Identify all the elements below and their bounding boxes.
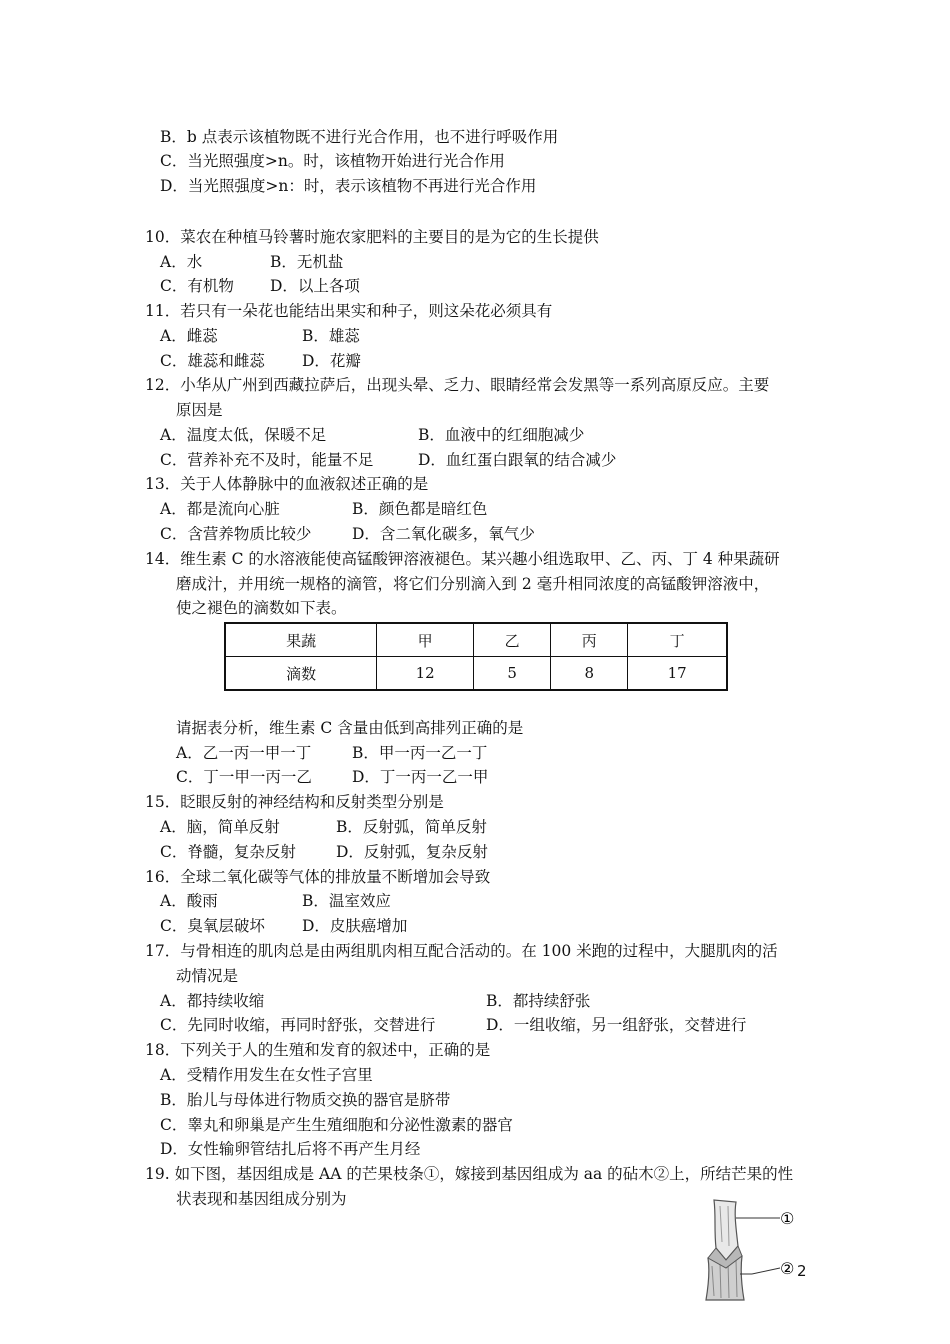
q17-stem-2: 动情况是 (176, 967, 239, 985)
q14-option-c: C．丁一甲一丙一乙 (176, 768, 312, 786)
q14-stem-1: 14．维生素 C 的水溶液能使高锰酸钾溶液褪色。某兴趣小组选取甲、乙、丙、丁 4 种果蔬研 (145, 550, 780, 568)
q10-option-d: D．以上各项 (270, 277, 360, 295)
q13-option-a: A．都是流向心脏 (160, 500, 280, 518)
table-header-cell: 丁 (628, 623, 727, 657)
q11-option-b: B．雄蕊 (302, 327, 360, 345)
q12-stem-2: 原因是 (176, 401, 223, 419)
q13-stem: 13．关于人体静脉中的血液叙述正确的是 (145, 475, 429, 493)
q16-option-b: B．温室效应 (302, 892, 391, 910)
table-header-cell: 甲 (377, 623, 474, 657)
q9-option-d: D．当光照强度>n：时，表示该植物不再进行光合作用 (160, 177, 537, 195)
q13-option-b: B．颜色都是暗红色 (352, 500, 488, 518)
q18-option-a: A．受精作用发生在女性子宫里 (160, 1066, 373, 1084)
q16-option-d: D．皮肤癌增加 (302, 917, 408, 935)
q16-option-c: C．臭氧层破坏 (160, 917, 265, 935)
table-header-cell: 果蔬 (225, 623, 377, 657)
q17-option-b: B．都持续舒张 (486, 992, 591, 1010)
q17-stem-1: 17．与骨相连的肌肉总是由两组肌肉相互配合活动的。在 100 米跑的过程中，大腿肌肉的活 (145, 942, 778, 960)
q12-option-b: B．血液中的红细胞减少 (418, 426, 585, 444)
q15-stem: 15．眨眼反射的神经结构和反射类型分别是 (145, 793, 444, 811)
table-header-cell: 乙 (474, 623, 551, 657)
q16-stem: 16．全球二氧化碳等气体的排放量不断增加会导致 (145, 868, 491, 886)
q17-option-d: D．一组收缩，另一组舒张，交替进行 (486, 1016, 747, 1034)
q13-option-d: D．含二氧化碳多，氧气少 (352, 525, 535, 543)
q11-option-c: C．雄蕊和雌蕊 (160, 352, 265, 370)
q10-option-c: C．有机物 (160, 277, 234, 295)
q11-option-a: A．雌蕊 (160, 327, 218, 345)
q14-option-d: D．丁一丙一乙一甲 (352, 768, 489, 786)
q13-option-c: C．含营养物质比较少 (160, 525, 312, 543)
q15-option-b: B．反射弧，简单反射 (336, 818, 487, 836)
drop-count-table (224, 622, 728, 691)
grafting-illustration (700, 1196, 830, 1304)
table-cell: 12 (377, 657, 474, 691)
q19-stem-1: 19. 如下图，基因组成是 AA 的芒果枝条①，嫁接到基因组成为 aa 的砧木②上，所结芒果的性 (145, 1165, 794, 1183)
q18-option-b: B．胎儿与母体进行物质交换的器官是脐带 (160, 1091, 451, 1109)
q15-option-a: A．脑，简单反射 (160, 818, 280, 836)
q10-stem: 10．菜农在种植马铃薯时施农家肥料的主要目的是为它的生长提供 (145, 228, 599, 246)
q12-option-d: D．血红蛋白跟氧的结合减少 (418, 451, 617, 469)
q9-option-c: C．当光照强度>n。时，该植物开始进行光合作用 (160, 152, 505, 170)
q19-stem-2: 状表现和基因组成分别为 (176, 1190, 347, 1208)
q18-option-c: C．睾丸和卵巢是产生生殖细胞和分泌性激素的器官 (160, 1116, 513, 1134)
page-number: 2 (797, 1262, 807, 1280)
q11-stem: 11．若只有一朵花也能结出果实和种子，则这朵花必须具有 (145, 302, 553, 320)
q11-option-d: D．花瓣 (302, 352, 361, 370)
q17-option-c: C．先同时收缩，再同时舒张，交替进行 (160, 1016, 436, 1034)
q14-stem-2: 磨成汁，并用统一规格的滴管，将它们分别滴入到 2 毫升相同浓度的高锰酸钾溶液中， (176, 575, 770, 593)
q12-option-c: C．营养补充不及时，能量不足 (160, 451, 374, 469)
table-header-cell: 丙 (551, 623, 628, 657)
q9-option-b: B．b 点表示该植物既不进行光合作用，也不进行呼吸作用 (160, 128, 559, 146)
q17-option-a: A．都持续收缩 (160, 992, 265, 1010)
q14-ask: 请据表分析，维生素 C 含量由低到高排列正确的是 (176, 719, 524, 737)
q10-option-a: A．水 (160, 253, 203, 271)
q15-option-c: C．脊髓，复杂反射 (160, 843, 296, 861)
table-cell: 滴数 (225, 657, 377, 691)
q12-option-a: A．温度太低，保暖不足 (160, 426, 327, 444)
q15-option-d: D．反射弧，复杂反射 (336, 843, 488, 861)
q14-option-a: A．乙一丙一甲一丁 (176, 744, 312, 762)
table-cell: 5 (474, 657, 551, 691)
table-cell: 17 (628, 657, 727, 691)
table-cell: 8 (551, 657, 628, 691)
table-row (225, 623, 727, 657)
q18-option-d: D．女性输卵管结扎后将不再产生月经 (160, 1140, 421, 1158)
q12-stem-1: 12．小华从广州到西藏拉萨后，出现头晕、乏力、眼睛经常会发黑等一系列高原反应。主要 (145, 376, 770, 394)
q16-option-a: A．酸雨 (160, 892, 218, 910)
q10-option-b: B．无机盐 (270, 253, 344, 271)
q14-stem-3: 使之褪色的滴数如下表。 (176, 599, 347, 617)
table-row (225, 657, 727, 691)
label-scion: ① (780, 1209, 795, 1228)
label-stock: ② (780, 1259, 795, 1278)
q18-stem: 18．下列关于人的生殖和发育的叙述中，正确的是 (145, 1041, 491, 1059)
q14-option-b: B．甲一丙一乙一丁 (352, 744, 488, 762)
